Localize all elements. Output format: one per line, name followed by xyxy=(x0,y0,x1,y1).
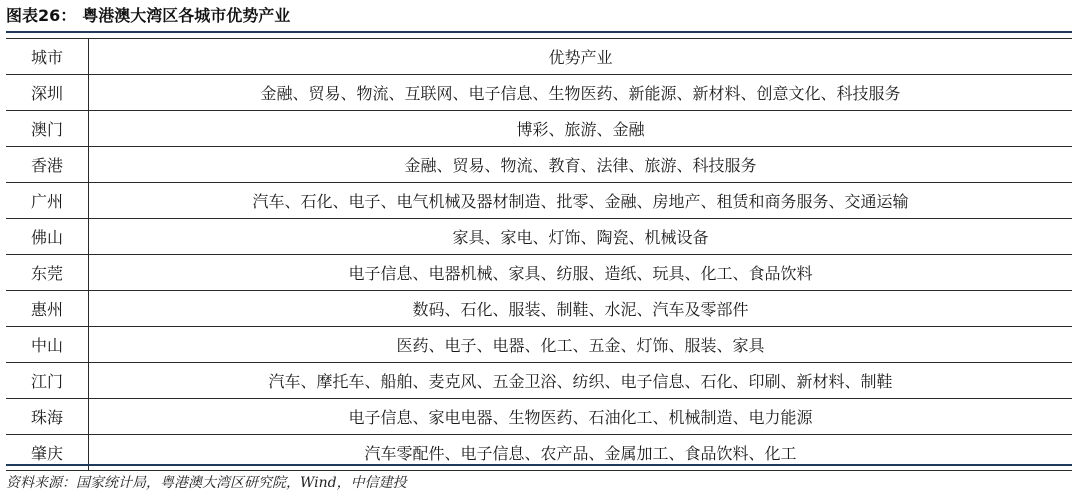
industries-cell: 数码、石化、服装、制鞋、水泥、汽车及零部件 xyxy=(89,291,1073,327)
industries-cell: 电子信息、家电电器、生物医药、石油化工、机械制造、电力能源 xyxy=(89,399,1073,435)
table-row xyxy=(6,147,1072,183)
table-row xyxy=(6,399,1072,435)
city-cell: 东莞 xyxy=(6,255,89,291)
table-row xyxy=(6,327,1072,363)
table-row xyxy=(6,75,1072,111)
industries-cell: 汽车、石化、电子、电气机械及器材制造、批零、金融、房地产、租赁和商务服务、交通运输 xyxy=(89,183,1073,219)
source-note: 资料来源：国家统计局，粤港澳大湾区研究院，Wind，中信建投 xyxy=(6,475,407,491)
city-cell: 佛山 xyxy=(6,219,89,255)
table-row xyxy=(6,111,1072,147)
header-city: 城市 xyxy=(6,39,89,75)
city-cell: 肇庆 xyxy=(6,435,89,471)
table-body xyxy=(6,75,1072,471)
figure-title-text: 粤港澳大湾区各城市优势产业 xyxy=(82,6,291,25)
table-row xyxy=(6,183,1072,219)
header-row xyxy=(6,39,1072,75)
city-cell: 中山 xyxy=(6,327,89,363)
table-row xyxy=(6,255,1072,291)
industry-table xyxy=(6,38,1072,471)
city-cell: 广州 xyxy=(6,183,89,219)
city-cell: 深圳 xyxy=(6,75,89,111)
industries-cell: 博彩、旅游、金融 xyxy=(89,111,1073,147)
table-row xyxy=(6,363,1072,399)
top-rule xyxy=(6,31,1072,33)
city-cell: 香港 xyxy=(6,147,89,183)
industries-cell: 电子信息、电器机械、家具、纺服、造纸、玩具、化工、食品饮料 xyxy=(89,255,1073,291)
table-row xyxy=(6,291,1072,327)
industries-cell: 汽车零配件、电子信息、农产品、金属加工、食品饮料、化工 xyxy=(89,435,1073,471)
industries-cell: 金融、贸易、物流、互联网、电子信息、生物医药、新能源、新材料、创意文化、科技服务 xyxy=(89,75,1073,111)
city-cell: 珠海 xyxy=(6,399,89,435)
city-cell: 江门 xyxy=(6,363,89,399)
header-industries: 优势产业 xyxy=(89,39,1073,75)
table-row xyxy=(6,219,1072,255)
bottom-rule xyxy=(6,464,1072,466)
city-cell: 澳门 xyxy=(6,111,89,147)
figure-title xyxy=(6,4,290,28)
figure-label: 图表26： xyxy=(6,6,77,25)
city-cell: 惠州 xyxy=(6,291,89,327)
industries-cell: 汽车、摩托车、船舶、麦克风、五金卫浴、纺织、电子信息、石化、印刷、新材料、制鞋 xyxy=(89,363,1073,399)
industries-cell: 金融、贸易、物流、教育、法律、旅游、科技服务 xyxy=(89,147,1073,183)
industries-cell: 医药、电子、电器、化工、五金、灯饰、服装、家具 xyxy=(89,327,1073,363)
figure xyxy=(6,0,1072,499)
industries-cell: 家具、家电、灯饰、陶瓷、机械设备 xyxy=(89,219,1073,255)
